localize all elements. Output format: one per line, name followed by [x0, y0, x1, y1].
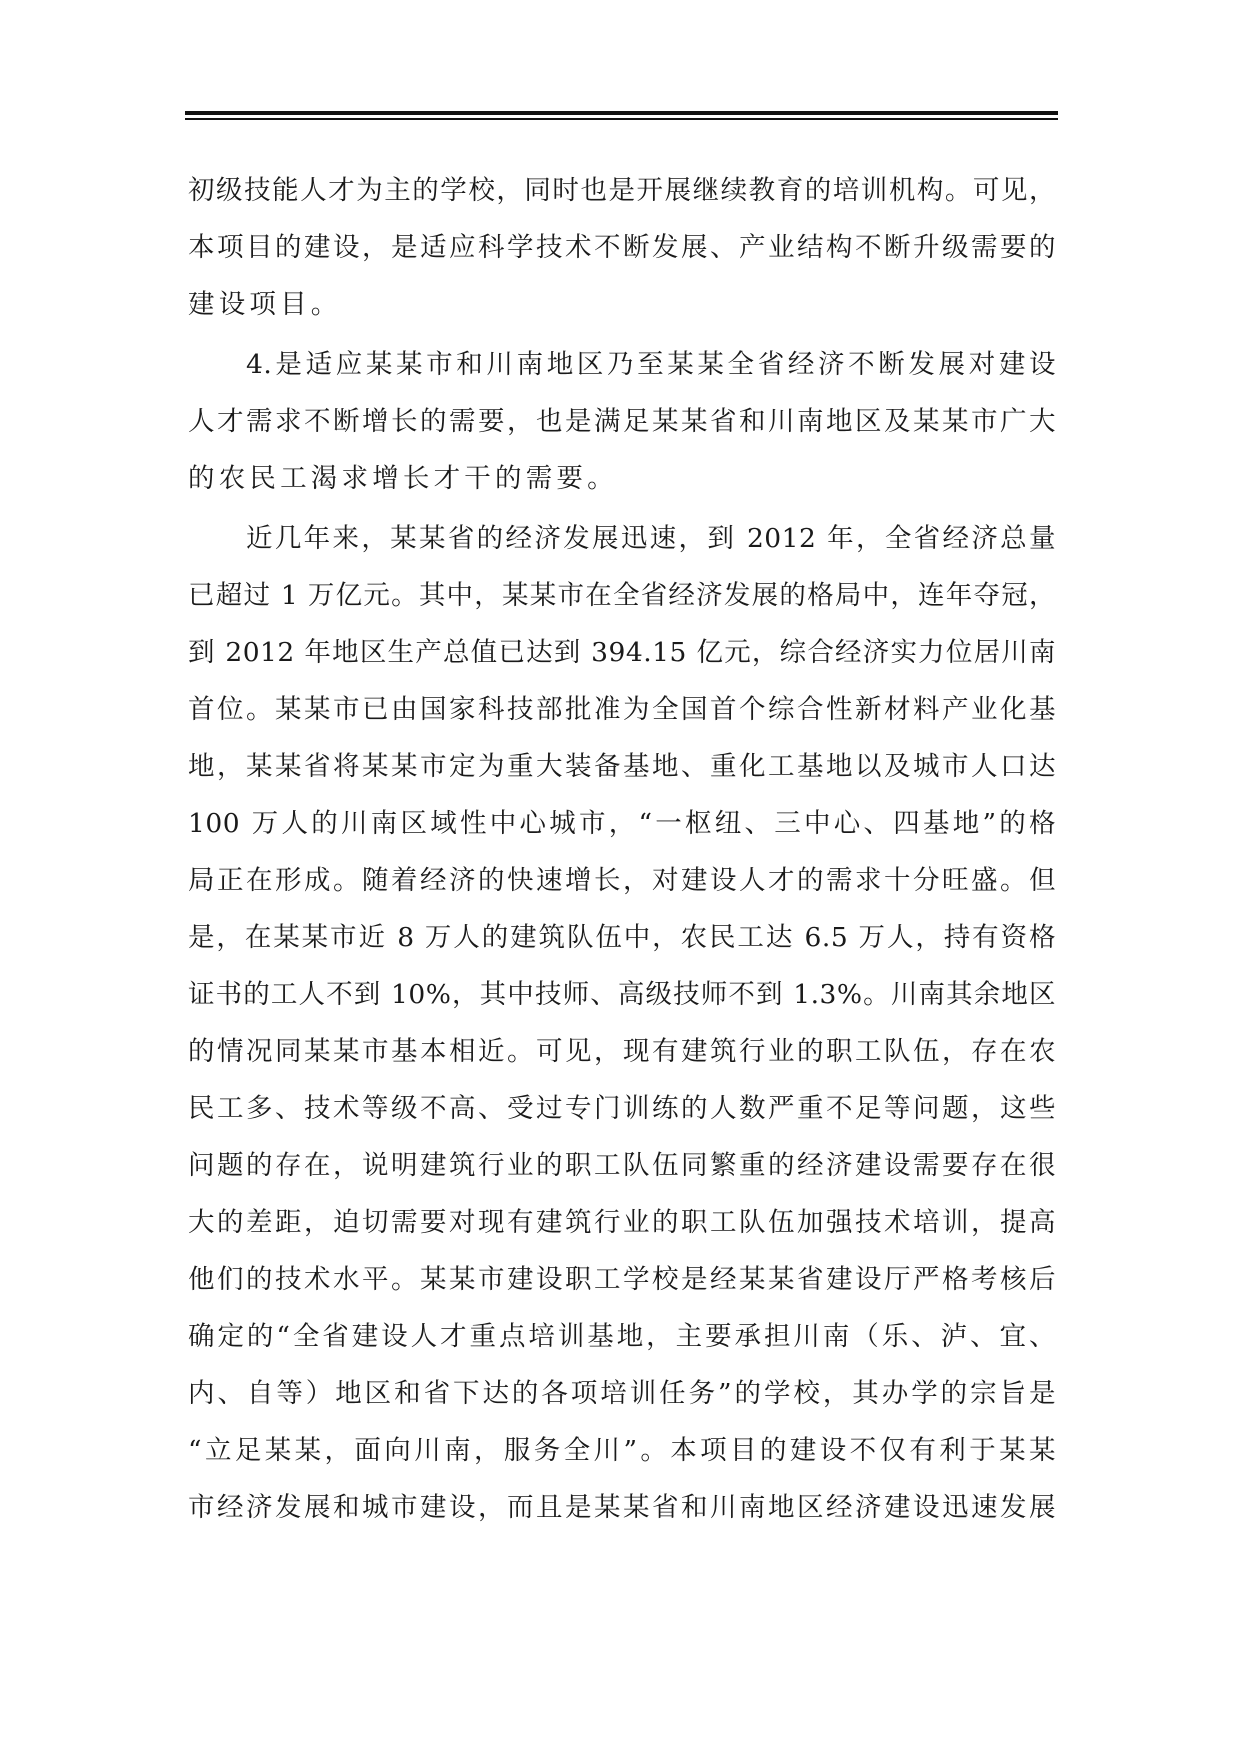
text-line: 问题的存在，说明建筑行业的职工队伍同繁重的经济建设需要存在很: [188, 1150, 1056, 1181]
text-line: 确定的“全省建设人才重点培训基地，主要承担川南（乐、泸、宜、: [188, 1321, 1056, 1352]
text-line: 近几年来，某某省的经济发展迅速，到 2012 年，全省经济总量: [246, 523, 1056, 554]
text-line: 人才需求不断增长的需要，也是满足某某省和川南地区及某某市广大: [188, 406, 1056, 437]
text-line: 的情况同某某市基本相近。可见，现有建筑行业的职工队伍，存在农: [188, 1036, 1056, 1067]
header-rule-thick: [185, 111, 1058, 115]
text-line: 局正在形成。随着经济的快速增长，对建设人才的需求十分旺盛。但: [188, 865, 1056, 896]
text-line: 市经济发展和城市建设，而且是某某省和川南地区经济建设迅速发展: [188, 1492, 1056, 1523]
text-line: 大的差距，迫切需要对现有建筑行业的职工队伍加强技术培训，提高: [188, 1207, 1056, 1238]
text-line: 到 2012 年地区生产总值已达到 394.15 亿元，综合经济实力位居川南: [188, 637, 1056, 668]
text-line: “立足某某，面向川南，服务全川”。本项目的建设不仅有利于某某: [188, 1435, 1056, 1466]
body-text: [188, 162, 1056, 1536]
header-rule-thin: [185, 118, 1058, 120]
text-line: 本项目的建设，是适应科学技术不断发展、产业结构不断升级需要的: [188, 232, 1056, 263]
text-line: 建设项目。: [188, 289, 342, 320]
text-line: 地，某某省将某某市定为重大装备基地、重化工基地以及城市人口达: [188, 751, 1056, 782]
text-line: 已超过 1 万亿元。其中，某某市在全省经济发展的格局中，连年夺冠，: [188, 580, 1056, 611]
text-line: 的农民工渴求增长才干的需要。: [188, 463, 618, 494]
text-line: 是，在某某市近 8 万人的建筑队伍中，农民工达 6.5 万人，持有资格: [188, 922, 1056, 953]
text-line: 4.是适应某某市和川南地区乃至某某全省经济不断发展对建设: [246, 349, 1056, 380]
text-line: 100 万人的川南区域性中心城市，“一枢纽、三中心、四基地”的格: [188, 808, 1056, 839]
text-line: 他们的技术水平。某某市建设职工学校是经某某省建设厅严格考核后: [188, 1264, 1056, 1295]
text-line: 民工多、技术等级不高、受过专门训练的人数严重不足等问题，这些: [188, 1093, 1056, 1124]
text-line: 证书的工人不到 10%，其中技师、高级技师不到 1.3%。川南其余地区: [188, 979, 1056, 1010]
text-line: 初级技能人才为主的学校，同时也是开展继续教育的培训机构。可见，: [188, 175, 1056, 206]
text-line: 首位。某某市已由国家科技部批准为全国首个综合性新材料产业化基: [188, 694, 1056, 725]
text-line: 内、自等）地区和省下达的各项培训任务”的学校，其办学的宗旨是: [188, 1378, 1056, 1409]
